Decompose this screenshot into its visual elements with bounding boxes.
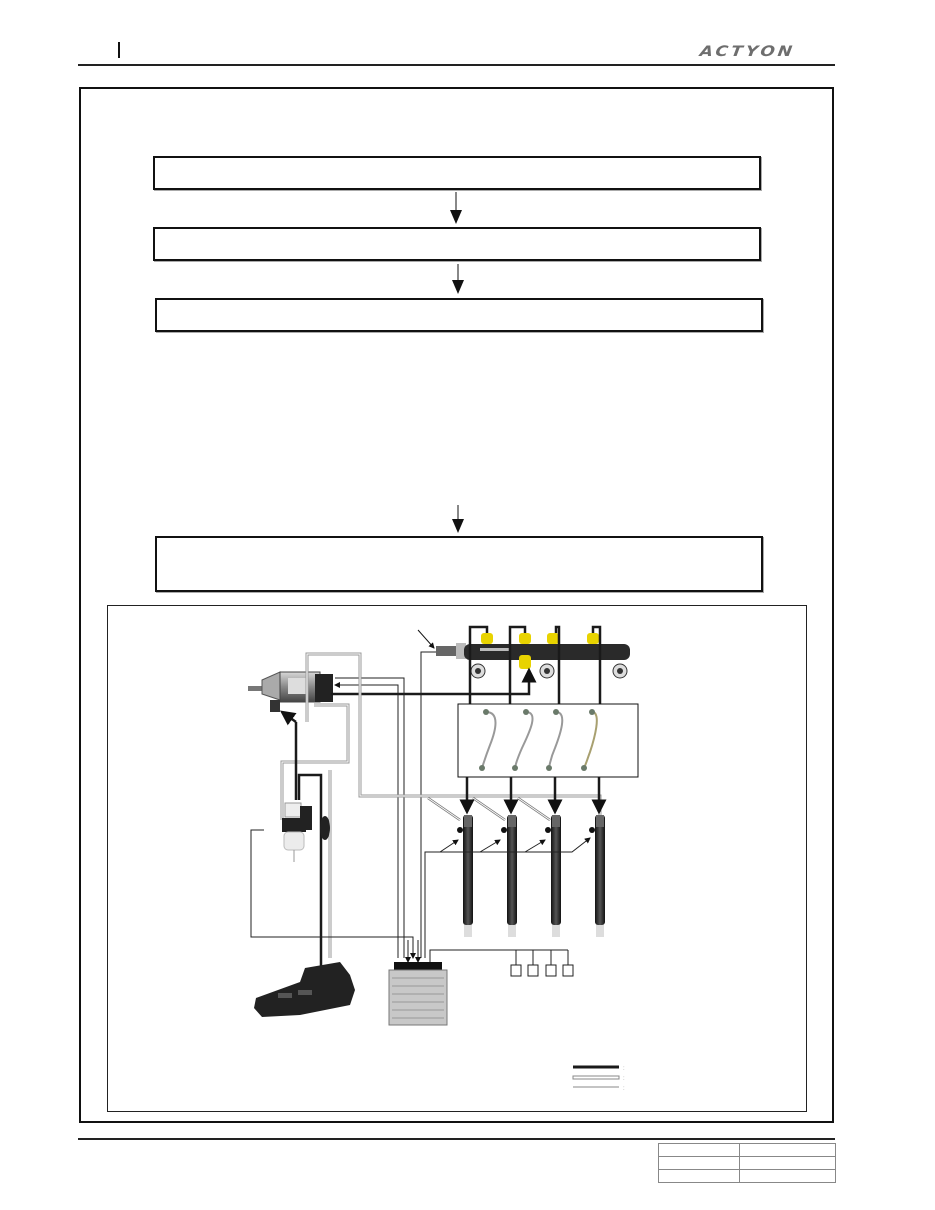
actyon-logo: ACTYON (698, 43, 797, 61)
footer-cell (740, 1170, 836, 1183)
header-divider-tick (118, 42, 120, 58)
footer-cell (740, 1144, 836, 1157)
header-rule (78, 64, 835, 66)
svg-text::: : (623, 1066, 625, 1072)
flow-step-1 (153, 156, 761, 190)
svg-text::: : (623, 1076, 625, 1082)
flow-arrow-3-icon (451, 503, 465, 537)
injector-3-icon (545, 815, 561, 937)
svg-text::: : (623, 1086, 625, 1092)
priming-pump-icon (320, 816, 330, 840)
flow-step-2 (153, 227, 761, 261)
footer-cell (659, 1157, 740, 1170)
legend-return-swatch (573, 1076, 619, 1079)
flow-step-3 (155, 298, 763, 332)
flow-arrow-1-icon (449, 190, 463, 228)
fuel-system-schematic (107, 605, 807, 1112)
footer-cell (659, 1170, 740, 1183)
ecu-icon (389, 962, 447, 1025)
sensor-box-icons (511, 950, 573, 976)
footer-revision-table (658, 1143, 836, 1183)
injector-icons (457, 815, 605, 937)
fuel-filter-icon (282, 803, 312, 862)
diagram-legend (573, 1066, 625, 1092)
flow-step-4 (155, 536, 763, 592)
fuel-tank-icon (254, 962, 355, 1017)
rail-pressure-sensor-pointer-icon (418, 630, 434, 648)
footer-cell (659, 1144, 740, 1157)
injector-2-icon (501, 815, 517, 937)
injector-1-icon (457, 815, 473, 937)
injector-4-icon (589, 815, 605, 937)
flow-arrow-2-icon (451, 262, 465, 298)
footer-cell (740, 1157, 836, 1170)
footer-rule (78, 1138, 835, 1140)
